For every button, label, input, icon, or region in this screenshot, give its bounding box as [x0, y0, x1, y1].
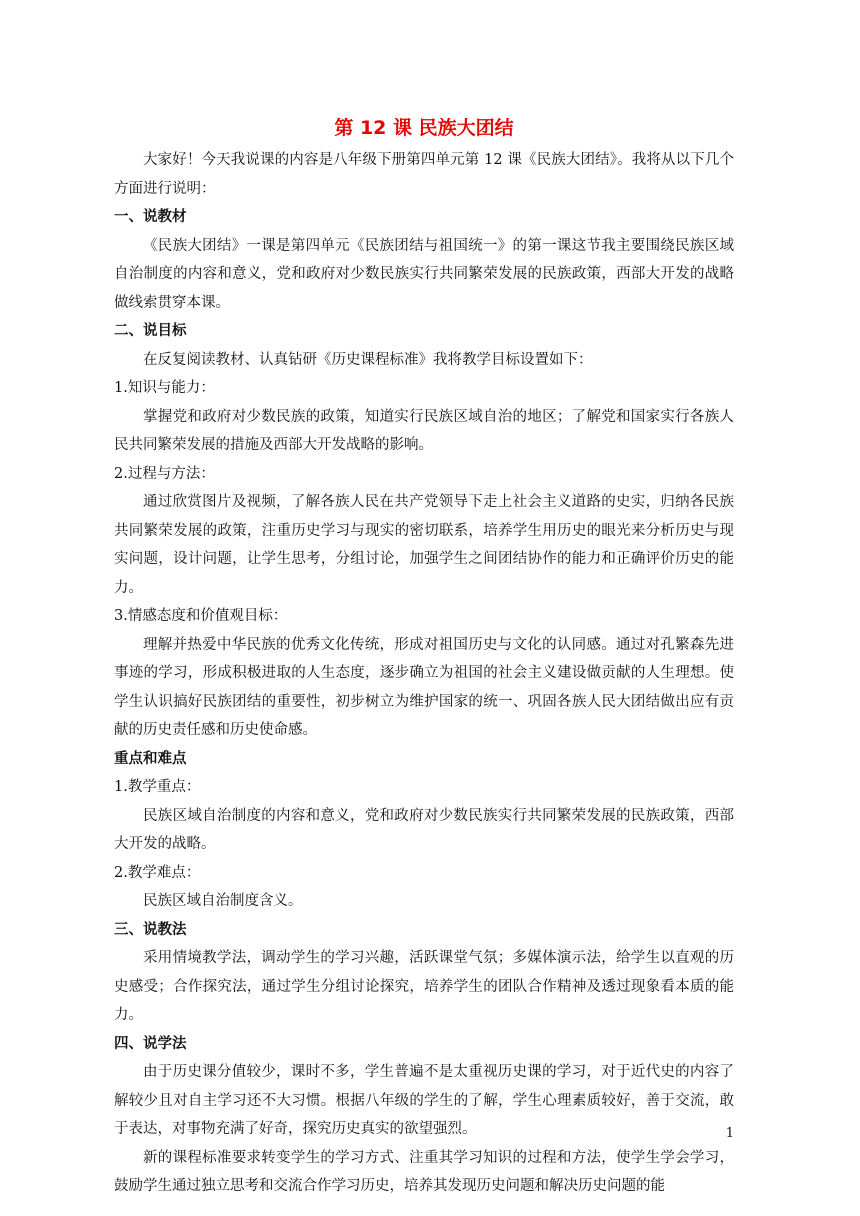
- subheading: 2.过程与方法：: [114, 465, 215, 482]
- paragraph: 民族区域自治制度的内容和意义，党和政府对少数民族实行共同繁荣发展的民族政策，西部大开发的战略。: [114, 807, 734, 852]
- subheading: 2.教学难点：: [114, 864, 201, 881]
- section-heading-teaching-method: 三、说教法: [114, 921, 187, 938]
- paragraph: 采用情境教学法，调动学生的学习兴趣，活跃课堂气氛；多媒体演示法，给学生以直观的历史感受；合作探究法，通过学生分组讨论探究，培养学生的团队合作精神及透过现象看本质的能力。: [114, 950, 734, 1023]
- paragraph: 在反复阅读教材、认真钻研《历史课程标准》我将教学目标设置如下：: [143, 351, 593, 368]
- document-title: 第 12 课 民族大团结: [334, 117, 514, 139]
- page-number: 1: [725, 1126, 734, 1141]
- intro-paragraph: 大家好！今天我说课的内容是八年级下册第四单元第 12 课《民族大团结》。我将从以下几个方面进行说明：: [114, 152, 734, 197]
- paragraph: 掌握党和政府对少数民族的政策，知道实行民族区域自治的地区；了解党和国家实行各族人民共同繁荣发展的措施及西部大开发战略的影响。: [114, 408, 734, 453]
- subheading: 3.情感态度和价值观目标：: [114, 608, 288, 624]
- paragraph: 民族区域自治制度含义。: [143, 893, 303, 909]
- subheading: 1.教学重点：: [114, 779, 201, 795]
- section-heading-goals: 二、说目标: [114, 323, 187, 339]
- paragraph: 新的课程标准要求转变学生的学习方式、注重其学习知识的过程和方法，使学生学会学习，鼓励学生通过独立思考和交流合作学习历史，培养其发现历史问题和解决历史问题的能: [114, 1149, 734, 1194]
- section-heading-key-points: 重点和难点: [114, 750, 187, 767]
- subheading: 1.知识与能力：: [114, 380, 215, 396]
- section-heading-learning-method: 四、说学法: [114, 1035, 187, 1052]
- paragraph: 理解并热爱中华民族的优秀文化传统，形成对祖国历史与文化的认同感。通过对孔繁森先进事迹的学习，形成积极进取的人生态度，逐步确立为祖国的社会主义建设做贡献的人生理想。使学生认识搞好民族团结的重要性，初步树立为维护国家的统一、巩固各族人民大团结做出应有贡献的历史责任感和历史使命感。: [114, 636, 734, 738]
- paragraph: 通过欣赏图片及视频，了解各族人民在共产党领导下走上社会主义道路的史实，归纳各民族共同繁荣发展的政策，注重历史学习与现实的密切联系，培养学生用历史的眼光来分析历史与现实问题，设计问题，让学生思考，分组讨论，加强学生之间团结协作的能力和正确评价历史的能力。: [114, 494, 734, 596]
- paragraph: 由于历史课分值较少，课时不多，学生普遍不是太重视历史课的学习，对于近代史的内容了解较少且对自主学习还不大习惯。根据八年级的学生的了解，学生心理素质较好，善于交流，敢于表达，对事物充满了好奇，探究历史真实的欲望强烈。: [114, 1064, 734, 1137]
- paragraph: 《民族大团结》一课是第四单元《民族团结与祖国统一》的第一课这节我主要围绕民族区域自治制度的内容和意义，党和政府对少数民族实行共同繁荣发展的民族政策，西部大开发的战略做线索贯穿本课。: [114, 237, 734, 311]
- section-heading-textbook: 一、说教材: [114, 209, 187, 225]
- document-body: [114, 112, 734, 1201]
